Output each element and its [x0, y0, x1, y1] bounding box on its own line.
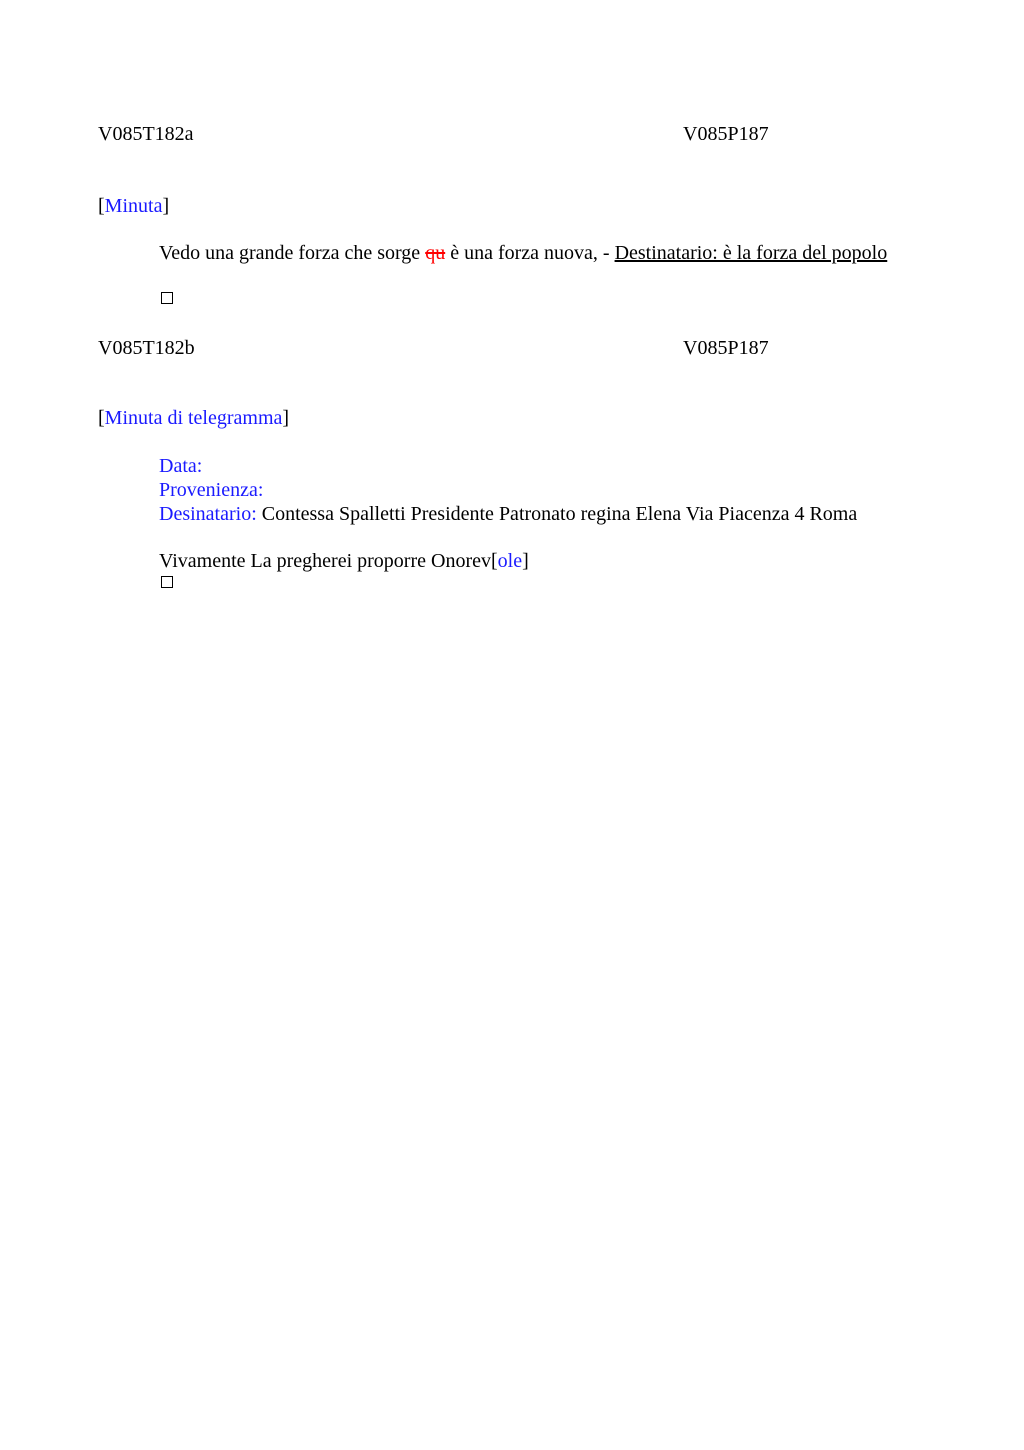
doc2-type-heading	[98, 406, 289, 430]
doc1-underlined-text: Destinatario: è la forza del popolo	[614, 242, 888, 264]
doc2-destinatario-label: Desinatario:	[159, 503, 257, 525]
doc2-body-text: Vivamente La pregherei proporre Onorev	[159, 550, 491, 572]
doc1-id-left: V085T182a	[98, 123, 194, 145]
doc1-bracket-open: [	[98, 195, 105, 217]
doc2-type: Minuta di telegramma	[104, 407, 283, 429]
doc2-bracket-open: [	[98, 407, 105, 429]
doc2-body-line	[159, 549, 529, 573]
doc2-id-left: V085T182b	[98, 337, 195, 359]
doc2-supplied-text: ole	[497, 550, 523, 572]
doc1-text-before: Vedo una grande forza che sorge	[159, 242, 426, 264]
doc1-text-line	[159, 241, 887, 265]
doc2-provenienza-label: Provenienza:	[159, 479, 264, 501]
doc1-type: Minuta	[104, 195, 163, 217]
doc1-end-box-icon	[161, 292, 173, 304]
doc2-id-right: V085P187	[683, 337, 769, 359]
doc2-end-box-icon	[161, 576, 173, 588]
doc2-supplied-open: [	[490, 550, 498, 572]
doc2-data-label: Data:	[159, 455, 203, 477]
doc1-type-heading	[98, 194, 169, 218]
doc1-id-right: V085P187	[683, 123, 769, 145]
doc2-bracket-close: ]	[282, 407, 290, 429]
doc1-text-after: è una forza nuova, -	[445, 242, 615, 264]
doc2-destinatario-value: Contessa Spalletti Presidente Patronato regina Elena Via Piacenza 4 Roma	[256, 503, 858, 525]
doc2-supplied-close: ]	[522, 550, 529, 572]
doc1-deleted-text: qu	[425, 242, 446, 264]
doc1-bracket-close: ]	[162, 195, 170, 217]
doc2-destinatario-line	[159, 502, 857, 526]
